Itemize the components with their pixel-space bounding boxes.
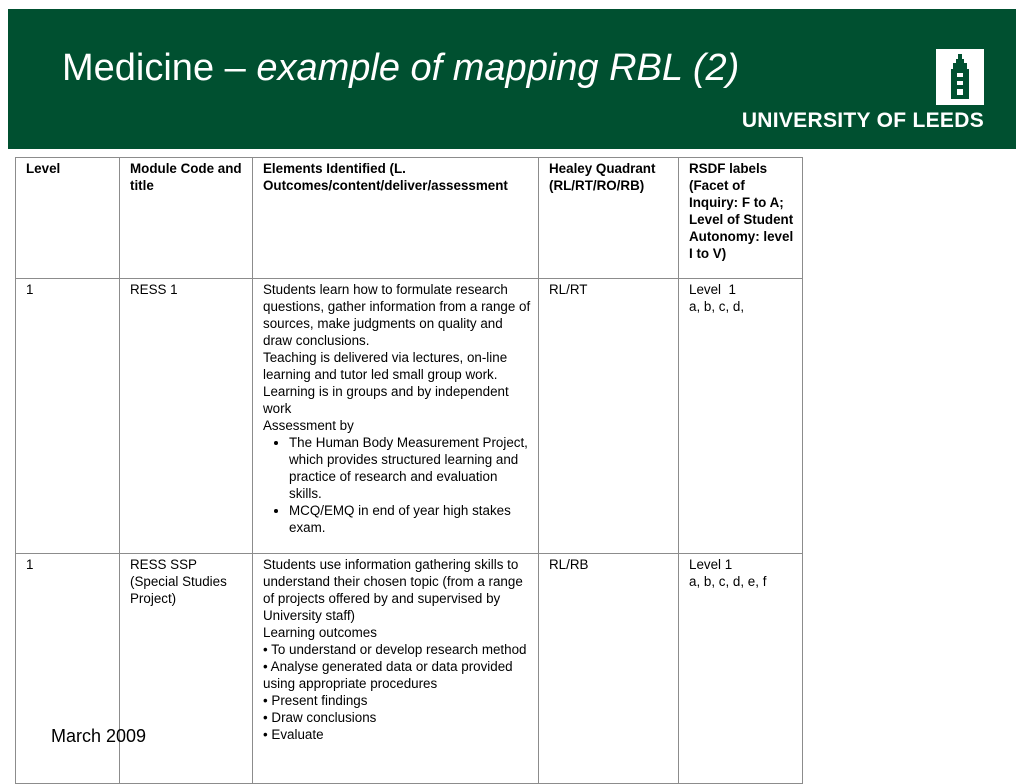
title-italic: example of mapping RBL (2) [256, 47, 740, 89]
footer-date: March 2009 [51, 726, 147, 746]
title-main: Medicine – [62, 47, 257, 89]
elements-assessment: Assessment by [263, 418, 354, 433]
elements-intro: Students learn how to formulate research questions, gather information from a range of sources, make judgments on quality and draw conclusions. [263, 282, 531, 348]
page-title [62, 47, 739, 90]
cell-module: RESS SSP (Special Studies Project) [120, 554, 253, 784]
university-logo-icon [936, 49, 984, 105]
assessment-list [263, 434, 532, 536]
rsdf-facets: a, b, c, d, [689, 299, 745, 314]
rsdf-level: Level 1 [689, 282, 736, 297]
cell-module: RESS 1 [120, 279, 253, 554]
list-item: • Evaluate [263, 727, 324, 742]
table-row [16, 554, 803, 784]
elements-teaching: Teaching is delivered via lectures, on-line learning and tutor led small group work. Learning is in groups and by independent work [263, 350, 509, 416]
header-elements: Elements Identified (L. Outcomes/content/deliver/assessment [253, 158, 539, 279]
cell-elements [253, 279, 539, 554]
cell-elements [253, 554, 539, 784]
list-item: • MCQ/EMQ in end of year high stakes exam. [289, 502, 532, 536]
tower-icon [936, 49, 984, 105]
list-item: • Draw conclusions [263, 710, 377, 725]
list-item: • The Human Body Measurement Project, which provides structured learning and practice of research and evaluation skills. [289, 434, 532, 502]
header-rsdf: RSDF labels (Facet of Inquiry: F to A; Level of Student Autonomy: level I to V) [679, 158, 803, 279]
cell-quadrant: RL/RB [539, 554, 679, 784]
cell-rsdf [679, 554, 803, 784]
rsdf-facets: a, b, c, d, e, f [689, 574, 767, 589]
rbl-mapping-table [15, 157, 803, 784]
header-banner [8, 9, 1016, 149]
cell-level: 1 [16, 554, 120, 784]
header-quadrant: Healey Quadrant (RL/RT/RO/RB) [539, 158, 679, 279]
header-level: Level [16, 158, 120, 279]
learning-outcomes-heading: Learning outcomes [263, 625, 377, 640]
cell-quadrant: RL/RT [539, 279, 679, 554]
table-row [16, 279, 803, 554]
elements-intro: Students use information gathering skills to understand their chosen topic (from a range of projects offered by and supervised by University staff) [263, 557, 523, 623]
cell-level: 1 [16, 279, 120, 554]
table-header-row [16, 158, 803, 279]
list-item: • To understand or develop research method [263, 642, 527, 657]
header-module: Module Code and title [120, 158, 253, 279]
list-item: • Present findings [263, 693, 368, 708]
list-item: • Analyse generated data or data provided using appropriate procedures [263, 659, 513, 691]
cell-rsdf [679, 279, 803, 554]
university-name: UNIVERSITY OF LEEDS [741, 109, 984, 132]
rsdf-level: Level 1 [689, 557, 733, 572]
